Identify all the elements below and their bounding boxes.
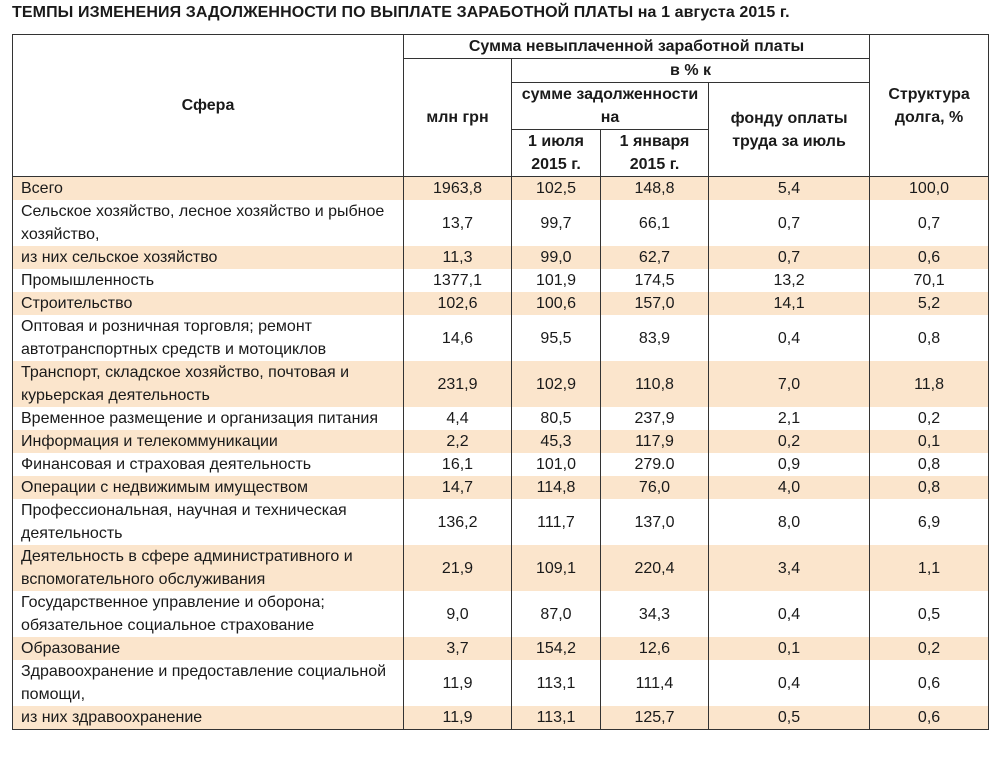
row-pct-july: 101,9 bbox=[512, 269, 601, 292]
row-mln-uah: 136,2 bbox=[404, 499, 512, 545]
row-structure: 0,8 bbox=[870, 476, 989, 499]
row-pct-january: 12,6 bbox=[601, 637, 709, 660]
row-name: Промышленность bbox=[13, 269, 404, 292]
row-pct-wage-fund: 8,0 bbox=[709, 499, 870, 545]
row-pct-july: 99,7 bbox=[512, 200, 601, 246]
row-pct-january: 148,8 bbox=[601, 177, 709, 201]
row-name: из них здравоохранение bbox=[13, 706, 404, 730]
header-debt-sum: сумме задолженности на bbox=[512, 83, 709, 130]
table-row bbox=[13, 269, 989, 292]
row-pct-july: 95,5 bbox=[512, 315, 601, 361]
row-structure: 0,7 bbox=[870, 200, 989, 246]
table-row bbox=[13, 361, 989, 407]
header-unpaid-sum: Сумма невыплаченной заработной платы bbox=[404, 35, 870, 59]
row-mln-uah: 102,6 bbox=[404, 292, 512, 315]
row-mln-uah: 14,6 bbox=[404, 315, 512, 361]
row-structure: 0,2 bbox=[870, 637, 989, 660]
row-pct-january: 83,9 bbox=[601, 315, 709, 361]
row-pct-wage-fund: 13,2 bbox=[709, 269, 870, 292]
table-row bbox=[13, 177, 989, 201]
table-header bbox=[13, 35, 989, 177]
row-pct-wage-fund: 2,1 bbox=[709, 407, 870, 430]
row-pct-july: 45,3 bbox=[512, 430, 601, 453]
row-structure: 5,2 bbox=[870, 292, 989, 315]
row-structure: 0,6 bbox=[870, 246, 989, 269]
row-pct-january: 62,7 bbox=[601, 246, 709, 269]
row-name: из них сельское хозяйство bbox=[13, 246, 404, 269]
table-row bbox=[13, 660, 989, 706]
row-pct-wage-fund: 0,7 bbox=[709, 246, 870, 269]
row-pct-july: 113,1 bbox=[512, 660, 601, 706]
row-structure: 0,8 bbox=[870, 315, 989, 361]
row-name: Информация и телекоммуникации bbox=[13, 430, 404, 453]
row-mln-uah: 13,7 bbox=[404, 200, 512, 246]
row-structure: 70,1 bbox=[870, 269, 989, 292]
row-pct-wage-fund: 0,7 bbox=[709, 200, 870, 246]
table-row bbox=[13, 407, 989, 430]
row-pct-july: 102,5 bbox=[512, 177, 601, 201]
row-mln-uah: 1377,1 bbox=[404, 269, 512, 292]
table-row bbox=[13, 453, 989, 476]
row-pct-wage-fund: 0,2 bbox=[709, 430, 870, 453]
row-structure: 1,1 bbox=[870, 545, 989, 591]
table-row bbox=[13, 315, 989, 361]
table-row bbox=[13, 499, 989, 545]
row-name: Деятельность в сфере административного и вспомогательного обслуживания bbox=[13, 545, 404, 591]
row-mln-uah: 21,9 bbox=[404, 545, 512, 591]
table-row bbox=[13, 200, 989, 246]
row-pct-january: 125,7 bbox=[601, 706, 709, 730]
row-structure: 0,1 bbox=[870, 430, 989, 453]
row-pct-january: 76,0 bbox=[601, 476, 709, 499]
row-pct-january: 111,4 bbox=[601, 660, 709, 706]
header-july-1: 1 июля 2015 г. bbox=[512, 130, 601, 177]
row-pct-wage-fund: 0,4 bbox=[709, 591, 870, 637]
row-pct-january: 137,0 bbox=[601, 499, 709, 545]
row-name: Профессиональная, научная и техническая деятельность bbox=[13, 499, 404, 545]
row-structure: 0,2 bbox=[870, 407, 989, 430]
row-structure: 0,6 bbox=[870, 660, 989, 706]
row-pct-january: 110,8 bbox=[601, 361, 709, 407]
row-mln-uah: 11,9 bbox=[404, 706, 512, 730]
row-mln-uah: 11,9 bbox=[404, 660, 512, 706]
row-mln-uah: 11,3 bbox=[404, 246, 512, 269]
row-pct-wage-fund: 7,0 bbox=[709, 361, 870, 407]
row-name: Здравоохранение и предоставление социальной помощи, bbox=[13, 660, 404, 706]
row-name: Сельское хозяйство, лесное хозяйство и рыбное хозяйство, bbox=[13, 200, 404, 246]
page-title bbox=[12, 4, 992, 22]
row-mln-uah: 14,7 bbox=[404, 476, 512, 499]
table-row bbox=[13, 476, 989, 499]
table-row bbox=[13, 430, 989, 453]
header-percent-of: в % к bbox=[512, 59, 870, 83]
row-structure: 100,0 bbox=[870, 177, 989, 201]
header-mln-uah: млн грн bbox=[404, 59, 512, 177]
row-pct-wage-fund: 14,1 bbox=[709, 292, 870, 315]
row-structure: 6,9 bbox=[870, 499, 989, 545]
row-name: Государственное управление и оборона; обязательное социальное страхование bbox=[13, 591, 404, 637]
table-row bbox=[13, 591, 989, 637]
row-mln-uah: 2,2 bbox=[404, 430, 512, 453]
row-pct-january: 157,0 bbox=[601, 292, 709, 315]
row-pct-july: 111,7 bbox=[512, 499, 601, 545]
row-name: Операции с недвижимым имуществом bbox=[13, 476, 404, 499]
row-pct-january: 117,9 bbox=[601, 430, 709, 453]
row-name: Строительство bbox=[13, 292, 404, 315]
table-row bbox=[13, 545, 989, 591]
row-name: Оптовая и розничная торговля; ремонт автотранспортных средств и мотоциклов bbox=[13, 315, 404, 361]
row-pct-july: 100,6 bbox=[512, 292, 601, 315]
row-pct-january: 237,9 bbox=[601, 407, 709, 430]
header-jan-1: 1 января 2015 г. bbox=[601, 130, 709, 177]
row-pct-january: 279.0 bbox=[601, 453, 709, 476]
row-name: Транспорт, складское хозяйство, почтовая и курьерская деятельность bbox=[13, 361, 404, 407]
row-pct-july: 99,0 bbox=[512, 246, 601, 269]
row-mln-uah: 1963,8 bbox=[404, 177, 512, 201]
row-pct-january: 66,1 bbox=[601, 200, 709, 246]
row-pct-wage-fund: 0,1 bbox=[709, 637, 870, 660]
row-structure: 0,6 bbox=[870, 706, 989, 730]
row-pct-wage-fund: 0,5 bbox=[709, 706, 870, 730]
row-mln-uah: 9,0 bbox=[404, 591, 512, 637]
row-pct-january: 174,5 bbox=[601, 269, 709, 292]
row-mln-uah: 4,4 bbox=[404, 407, 512, 430]
header-structure: Структура долга, % bbox=[870, 35, 989, 177]
row-structure: 0,8 bbox=[870, 453, 989, 476]
row-mln-uah: 231,9 bbox=[404, 361, 512, 407]
row-pct-january: 220,4 bbox=[601, 545, 709, 591]
row-pct-july: 154,2 bbox=[512, 637, 601, 660]
row-pct-july: 101,0 bbox=[512, 453, 601, 476]
row-pct-wage-fund: 3,4 bbox=[709, 545, 870, 591]
row-pct-wage-fund: 5,4 bbox=[709, 177, 870, 201]
row-name: Временное размещение и организация питания bbox=[13, 407, 404, 430]
row-pct-july: 109,1 bbox=[512, 545, 601, 591]
table-body bbox=[13, 177, 989, 730]
header-wage-fund: фонду оплаты труда за июль bbox=[709, 83, 870, 177]
header-sphere: Сфера bbox=[13, 35, 404, 177]
row-pct-wage-fund: 0,4 bbox=[709, 660, 870, 706]
row-pct-july: 102,9 bbox=[512, 361, 601, 407]
title-date: на 1 августа 2015 г. bbox=[637, 4, 790, 21]
row-pct-july: 80,5 bbox=[512, 407, 601, 430]
table-row bbox=[13, 292, 989, 315]
row-pct-july: 114,8 bbox=[512, 476, 601, 499]
row-structure: 11,8 bbox=[870, 361, 989, 407]
row-pct-july: 87,0 bbox=[512, 591, 601, 637]
row-pct-wage-fund: 0,9 bbox=[709, 453, 870, 476]
row-name: Образование bbox=[13, 637, 404, 660]
table-row bbox=[13, 706, 989, 730]
table-row bbox=[13, 637, 989, 660]
table-row bbox=[13, 246, 989, 269]
row-pct-wage-fund: 0,4 bbox=[709, 315, 870, 361]
row-pct-january: 34,3 bbox=[601, 591, 709, 637]
row-pct-wage-fund: 4,0 bbox=[709, 476, 870, 499]
row-name: Финансовая и страховая деятельность bbox=[13, 453, 404, 476]
row-name: Всего bbox=[13, 177, 404, 201]
row-mln-uah: 3,7 bbox=[404, 637, 512, 660]
row-structure: 0,5 bbox=[870, 591, 989, 637]
title-main: ТЕМПЫ ИЗМЕНЕНИЯ ЗАДОЛЖЕННОСТИ ПО ВЫПЛАТЕ ЗАРАБОТНОЙ ПЛАТЫ bbox=[12, 4, 634, 21]
row-pct-july: 113,1 bbox=[512, 706, 601, 730]
debt-table bbox=[12, 34, 989, 730]
row-mln-uah: 16,1 bbox=[404, 453, 512, 476]
